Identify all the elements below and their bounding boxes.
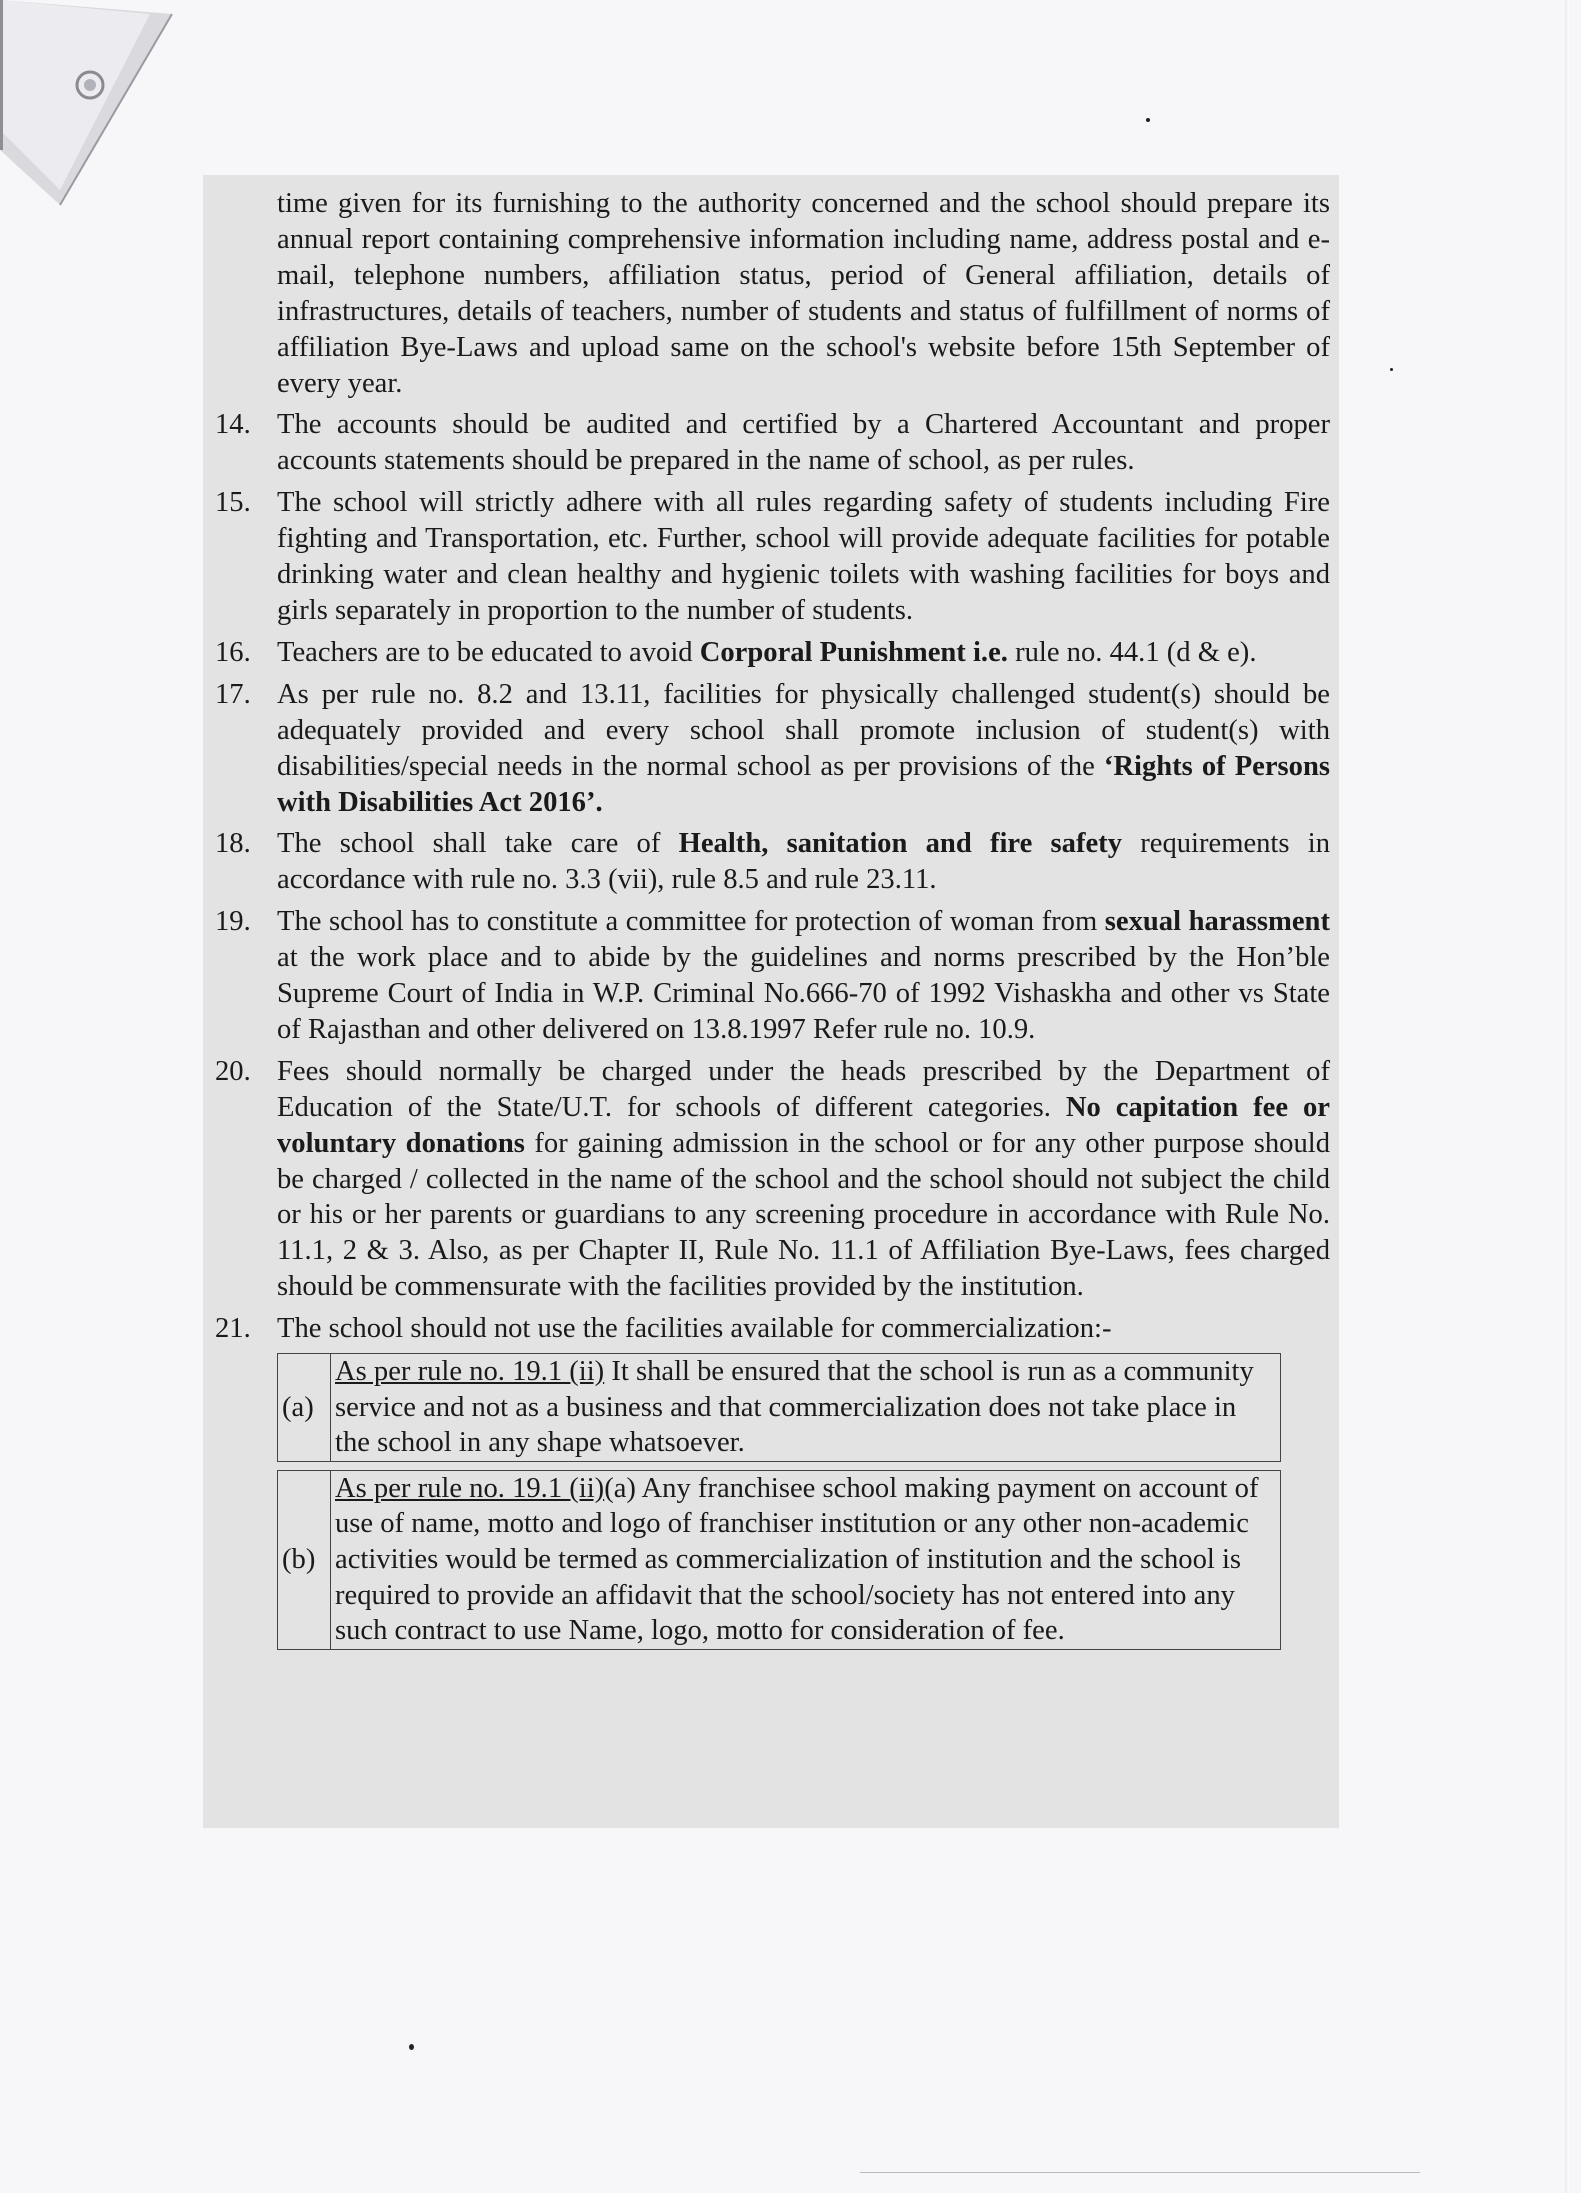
ink-speck (409, 2044, 414, 2050)
list-item-14 (215, 407, 1330, 479)
item-number: 17. (215, 678, 251, 710)
document-body (215, 186, 1330, 1650)
bold-phrase: Corporal Punishment i.e. (699, 636, 1008, 668)
stapled-corner-fold (0, 0, 180, 210)
item-number: 20. (215, 1055, 251, 1087)
item-text: Fees should normally be charged under the heads prescribed by the Department of Education of the State/U.T. for schools of different categories. No capitation fee or voluntary donations for gaining admission in the school or for any other purpose should be charged / collected in the name of the school and the school should not subject the child or his or her parents or guardians to any screening procedure in accordance with Rule No. 11.1, 2 & 3. Also, as per Chapter II, Rule No. 11.1 of Affiliation Bye-Laws, fees charged should be commensurate with the facilities provided by the institution. (277, 1055, 1330, 1303)
item-number: 15. (215, 487, 251, 519)
rule-reference: As per rule no. 19.1 (ii) (335, 1472, 605, 1504)
item-text: As per rule no. 8.2 and 13.11, facilities for physically challenged student(s) should be adequately provided and every school shall promote inclusion of student(s) with disabilities/special needs in the normal school as per provisions of the ‘Rights of Persons with Disabilities Act 2016’. (277, 678, 1330, 818)
item-number: 14. (215, 409, 251, 441)
ink-speck (1390, 368, 1393, 371)
item-number: 16. (215, 636, 251, 668)
item-text: The school should not use the facilities available for commercialization:- (277, 1313, 1112, 1345)
row-label: (a) (278, 1354, 331, 1462)
bold-phrase: Health, sanitation and fire safety (678, 828, 1122, 860)
item-text: The school has to constitute a committee for protection of woman from sexual harassment at the work place and to abide by the guidelines and norms prescribed by the Hon’ble Supreme Court of India in W.P. Criminal No.666-70 of 1992 Vishaskha and other vs State of Rajasthan and other delivered on 13.8.1997 Refer rule no. 10.9. (277, 906, 1330, 1045)
item-number: 19. (215, 906, 251, 938)
table-row (278, 1470, 1281, 1649)
row-text: As per rule no. 19.1 (ii)(a) Any franchisee school making payment on account of use of name, motto and logo of franchiser institution or any other non-academic activities would be termed as commercialization of institution and the school is required to provide an affidavit that the school/society has not entered into any such contract to use Name, logo, motto for consideration of fee. (331, 1470, 1281, 1649)
page-edge (1565, 0, 1569, 2193)
table-row (278, 1354, 1281, 1462)
item-text: Teachers are to be educated to avoid Corporal Punishment i.e. rule no. 44.1 (d & e). (277, 636, 1257, 668)
row-text: As per rule no. 19.1 (ii) It shall be ensured that the school is run as a community service and not as a business and that commercialization does not take place in the school in any shape whatsoever. (331, 1354, 1281, 1462)
bold-phrase: ‘Rights of Persons with Disabilities Act 2016’. (277, 750, 1330, 818)
item-number: 21. (215, 1313, 251, 1345)
item-number: 18. (215, 828, 251, 860)
row-label: (b) (278, 1470, 331, 1649)
intro-paragraph: time given for its furnishing to the authority concerned and the school should prepare its annual report containing comprehensive information including name, address postal and e-mail, telephone numbers, affiliation status, period of General affiliation, details of infrastructures, details of teachers, number of students and status of fulfillment of norms of affiliation Bye-Laws and upload same on the school's website before 15th September of every year. (277, 188, 1330, 399)
list-item-15 (215, 485, 1330, 629)
rule-reference: As per rule no. 19.1 (ii) (335, 1356, 605, 1388)
bold-phrase: No capitation fee or voluntary donations (277, 1091, 1330, 1159)
list-item-18 (215, 826, 1330, 898)
list-item-16 (215, 635, 1330, 671)
ink-speck (1146, 118, 1150, 122)
bold-phrase: sexual harassment (1104, 906, 1330, 938)
list-item-19 (215, 904, 1330, 1048)
list-item-17 (215, 677, 1330, 821)
item-text: The school shall take care of Health, sanitation and fire safety requirements in accordance with rule no. 3.3 (vii), rule 8.5 and rule 23.11. (277, 828, 1330, 896)
item-text: The accounts should be audited and certified by a Chartered Accountant and proper accounts statements should be prepared in the name of school, as per rules. (277, 409, 1330, 477)
commercialization-table (277, 1353, 1281, 1650)
list-item-20 (215, 1054, 1330, 1305)
item-text: The school will strictly adhere with all rules regarding safety of students including Fire fighting and Transportation, etc. Further, school will provide adequate facilities for potable drinking water and clean healthy and hygienic toilets with washing facilities for boys and girls separately in proportion to the number of students. (277, 487, 1330, 626)
list-item-21 (215, 1311, 1330, 1347)
page-bottom-line (860, 2172, 1420, 2173)
